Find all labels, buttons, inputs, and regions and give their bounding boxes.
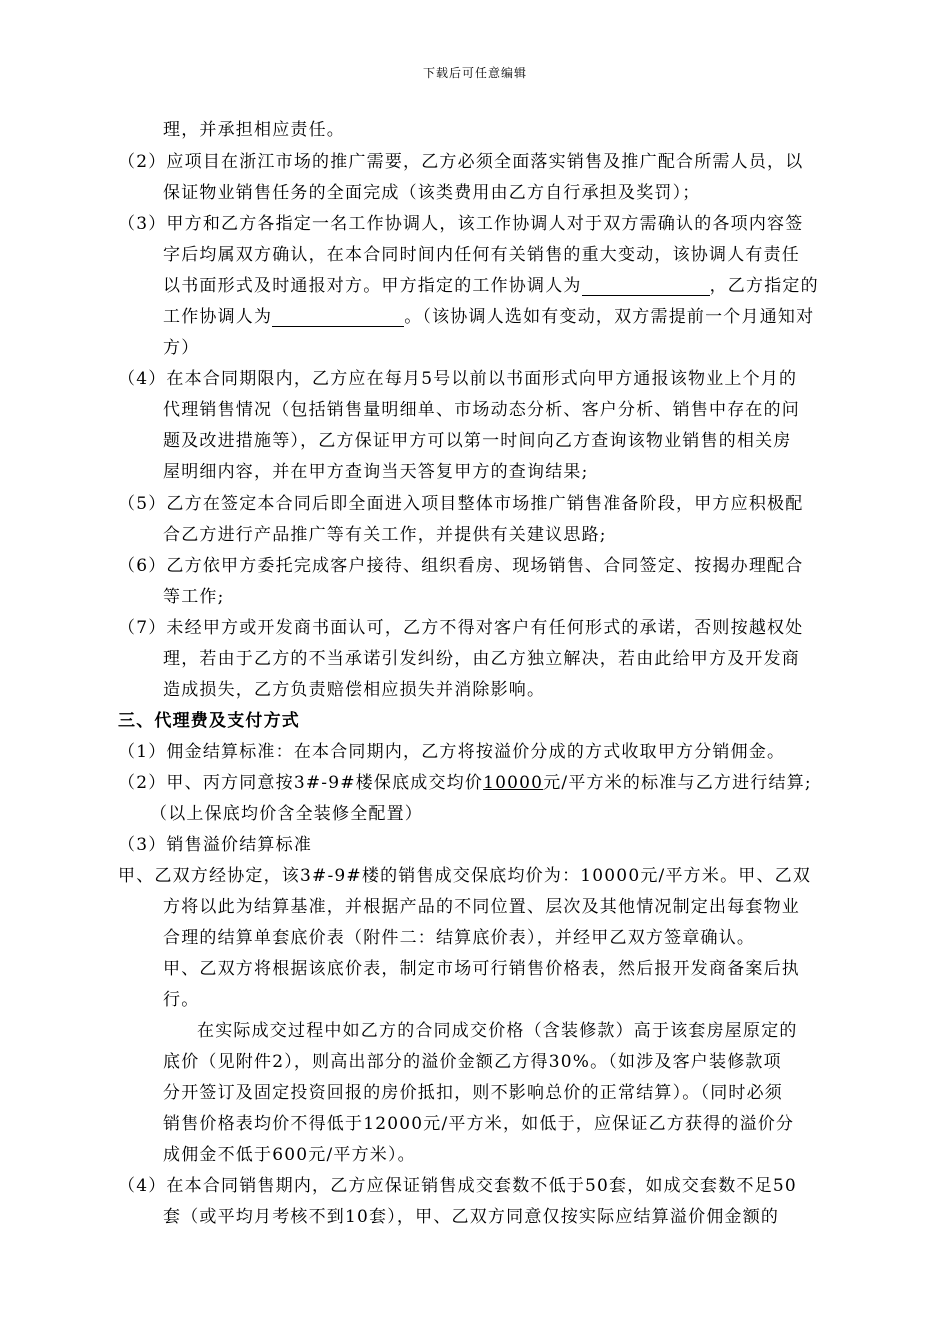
text-line: 行。 [163,990,200,1010]
text-line: 理，若由于乙方的不当承诺引发纠纷，由乙方独立解决，若由此给甲方及开发商 [163,649,800,669]
text-span: （2）甲、丙方同意按3#-9#楼保底成交均价 [118,773,484,793]
text-line-with-blank [163,307,814,327]
text-span: 以书面形式及时通报对方。甲方指定的工作协调人为 [163,276,582,296]
text-line: 甲、乙双方将根据该底价表，制定市场可行销售价格表，然后报开发商备案后执 [163,959,800,979]
text-line: 在实际成交过程中如乙方的合同成交价格（含装修款）高于该套房屋原定的 [197,1021,798,1041]
text-line: （4）在本合同期限内，乙方应在每月5号以前以书面形式向甲方通报该物业上个月的 [118,369,798,389]
text-line: 代理销售情况（包括销售量明细单、市场动态分析、客户分析、销售中存在的问 [163,400,800,420]
text-line: 方） [163,338,200,358]
underlined-price: 10000 [483,773,544,793]
text-line: （3）甲方和乙方各指定一名工作协调人，该工作协调人对于双方需确认的各项内容签 [118,214,804,234]
text-line-with-blank [163,276,819,296]
text-line: 套（或平均月考核不到10套），甲、乙双方同意仅按实际应结算溢价佣金额的 [163,1207,780,1227]
text-line: 题及改进措施等），乙方保证甲方可以第一时间向乙方查询该物业销售的相关房 [163,431,792,451]
text-line: （以上保底均价含全装修全配置） [150,804,423,824]
text-line: （7）未经甲方或开发商书面认可，乙方不得对客户有任何形式的承诺，否则按越权处 [118,618,804,638]
text-line: 造成损失，乙方负责赔偿相应损失并消除影响。 [163,680,546,700]
text-line: 等工作; [163,587,225,607]
text-line: 保证物业销售任务的全面完成（该类费用由乙方自行承担及奖罚）； [163,183,701,203]
text-line: （2）应项目在浙江市场的推广需要，乙方必须全面落实销售及推广配合所需人员，以 [118,152,804,172]
text-line: 屋明细内容，并在甲方查询当天答复甲方的查询结果; [163,462,589,482]
section-heading: 三、代理费及支付方式 [118,711,300,731]
fill-in-blank [272,308,404,327]
text-line: 甲、乙双方经协定，该3#-9#楼的销售成交保底均价为：10000元/平方米。甲、乙双 [118,866,812,886]
text-line: 销售价格表均价不得低于12000元/平方米，如低于，应保证乙方获得的溢价分 [163,1114,795,1134]
text-span: 。（该协调人选如有变动，双方需提前一个月通知对 [404,307,815,327]
text-line: 方将以此为结算基准，并根据产品的不同位置、层次及其他情况制定出每套物业 [163,897,800,917]
text-span: 元/平方米的标准与乙方进行结算; [543,773,812,793]
text-line: 底价（见附件2），则高出部分的溢价金额乙方得30%。（如涉及客户装修款项 [163,1052,782,1072]
text-span: 工作协调人为 [163,307,273,327]
text-line: （3）销售溢价结算标准 [118,835,313,855]
page-header: 下载后可任意编辑 [422,66,527,80]
text-line: 字后均属双方确认，在本合同时间内任何有关销售的重大变动，该协调人有责任 [163,245,800,265]
text-line: （6）乙方依甲方委托完成客户接待、组织看房、现场销售、合同签定、按揭办理配合 [118,556,804,576]
text-line: 理，并承担相应责任。 [163,120,345,140]
text-line: （1）佣金结算标准：在本合同期内，乙方将按溢价分成的方式收取甲方分销佣金。 [118,742,786,762]
text-span: ，乙方指定的 [709,276,819,296]
text-line: （4）在本合同销售期内，乙方应保证销售成交套数不低于50套，如成交套数不足50 [118,1176,797,1196]
text-line: 分开签订及固定投资回报的房价抵扣，则不影响总价的正常结算）。（同时必须 [163,1083,783,1103]
text-line: （5）乙方在签定本合同后即全面进入项目整体市场推广销售准备阶段，甲方应积极配 [118,494,804,514]
text-line: 合理的结算单套底价表（附件二：结算底价表），并经甲乙双方签章确认。 [163,928,756,948]
text-line: 成佣金不低于600元/平方米）。 [163,1145,416,1165]
text-line-with-underline [118,773,812,793]
text-line: 合乙方进行产品推广等有关工作，并提供有关建议思路; [163,525,607,545]
fill-in-blank [582,277,710,296]
